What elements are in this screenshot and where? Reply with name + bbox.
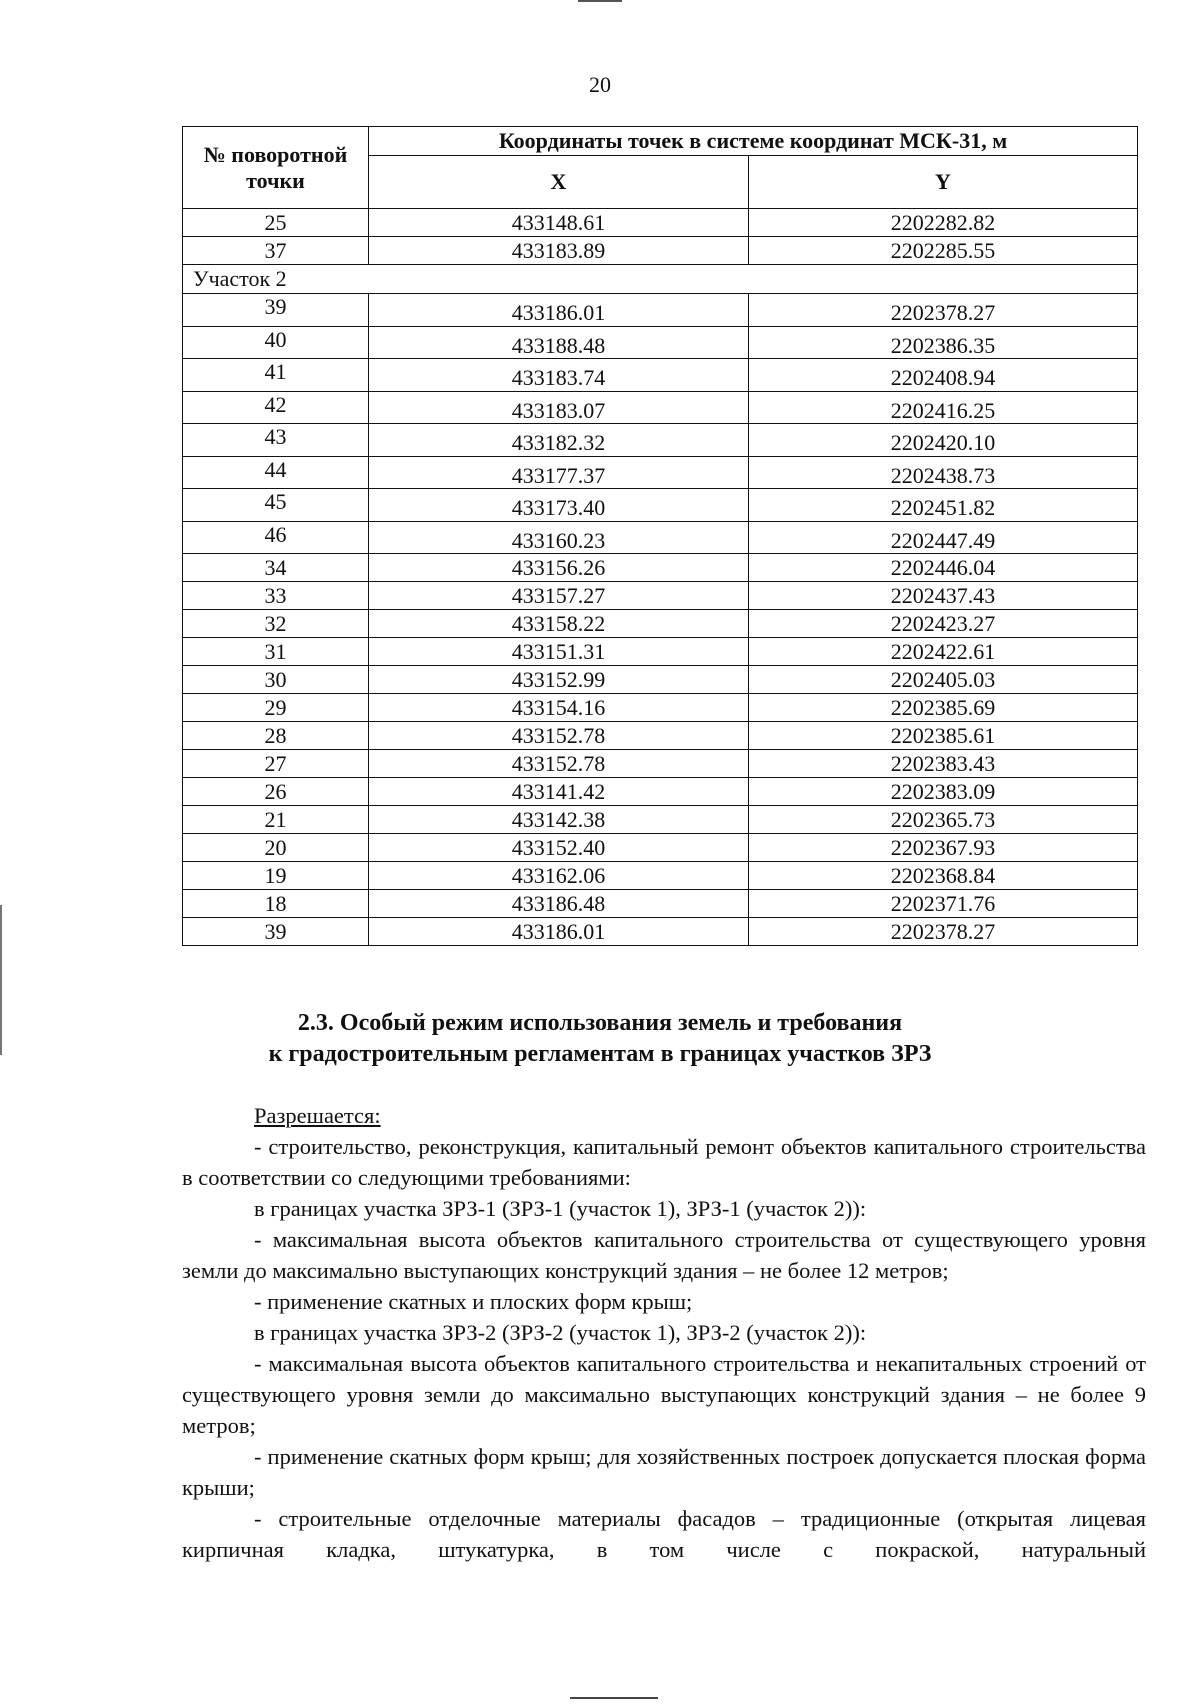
y-column-header: Y [749,156,1138,209]
x-coordinate-cell: 433156.26 [369,554,749,582]
y-coordinate-cell: 2202447.49 [749,521,1138,554]
x-coordinate-cell: 433152.78 [369,750,749,778]
body-text [182,1100,1146,1565]
paragraph: - максимальная высота объектов капитального строительства и некапитальных строений от существующего уровня земли до максимально выступающих конструкций здания – не более 9 метров; [182,1351,1146,1438]
point-number-cell: 28 [183,722,369,750]
paragraph: в границах участка ЗРЗ-1 (ЗРЗ-1 (участок 1), ЗРЗ-1 (участок 2)): [254,1196,867,1221]
point-number-cell: 29 [183,694,369,722]
point-number-cell: 20 [183,834,369,862]
paragraph: - применение скатных и плоских форм крыш; [254,1289,693,1314]
x-coordinate-cell: 433151.31 [369,638,749,666]
y-coordinate-cell: 2202438.73 [749,456,1138,489]
top-rule [578,0,622,2]
x-coordinate-cell: 433183.07 [369,391,749,424]
y-coordinate-cell: 2202368.84 [749,862,1138,890]
y-coordinate-cell: 2202365.73 [749,806,1138,834]
point-number-cell: 26 [183,778,369,806]
table-body-bottom [183,554,1138,946]
x-coordinate-cell: 433152.40 [369,834,749,862]
paragraph: - максимальная высота объектов капитального строительства от существующего уровня земли до максимально выступающих конструкций здания – не более 12 метров; [182,1227,1146,1283]
coordinates-group-header: Координаты точек в системе координат МСК-31, м [369,127,1138,156]
table-row [183,424,1138,457]
allowed-heading: Разрешается: [254,1103,381,1128]
table-row [183,359,1138,392]
table-row [183,750,1138,778]
bottom-rule [570,1697,658,1699]
x-coordinate-cell: 433152.99 [369,666,749,694]
point-number-cell: 42 [183,391,369,424]
x-coordinate-cell: 433177.37 [369,456,749,489]
point-number-cell: 43 [183,424,369,457]
x-coordinate-cell: 433186.01 [369,918,749,946]
table-row [183,582,1138,610]
y-coordinate-cell: 2202446.04 [749,554,1138,582]
table-row [183,326,1138,359]
x-coordinate-cell: 433148.61 [369,209,749,237]
x-coordinate-cell: 433160.23 [369,521,749,554]
y-coordinate-cell: 2202416.25 [749,391,1138,424]
x-coordinate-cell: 433182.32 [369,424,749,457]
table-row [183,237,1138,265]
point-number-cell: 46 [183,521,369,554]
y-coordinate-cell: 2202423.27 [749,610,1138,638]
y-coordinate-cell: 2202383.43 [749,750,1138,778]
x-coordinate-cell: 433186.01 [369,294,749,327]
point-number-cell: 31 [183,638,369,666]
point-number-cell: 27 [183,750,369,778]
point-number-cell: 25 [183,209,369,237]
table-row [183,209,1138,237]
paragraph: - применение скатных форм крыш; для хозяйственных построек допускается плоская форма крыши; [182,1444,1146,1500]
section-heading-line-1: 2.3. Особый режим использования земель и требования [297,1010,903,1036]
table-row [183,489,1138,522]
point-number-cell: 41 [183,359,369,392]
table-row [183,890,1138,918]
table-row [183,778,1138,806]
x-coordinate-cell: 433188.48 [369,326,749,359]
page-number: 20 [589,72,611,97]
table-body-top [183,209,1138,265]
y-coordinate-cell: 2202378.27 [749,918,1138,946]
point-number-cell: 40 [183,326,369,359]
section-row [183,265,1138,294]
y-coordinate-cell: 2202285.55 [749,237,1138,265]
point-number-cell: 44 [183,456,369,489]
table-row [183,610,1138,638]
point-number-cell: 37 [183,237,369,265]
point-number-cell: 33 [183,582,369,610]
y-coordinate-cell: 2202385.69 [749,694,1138,722]
y-coordinate-cell: 2202405.03 [749,666,1138,694]
y-coordinate-cell: 2202437.43 [749,582,1138,610]
point-number-cell: 18 [183,890,369,918]
x-coordinate-cell: 433162.06 [369,862,749,890]
y-coordinate-cell: 2202422.61 [749,638,1138,666]
table-row [183,554,1138,582]
x-coordinate-cell: 433183.74 [369,359,749,392]
x-coordinate-cell: 433183.89 [369,237,749,265]
table-body-section-2 [183,294,1138,554]
point-number-header: № поворотной точки [183,127,369,209]
section-row-group [183,265,1138,294]
section-heading [0,1008,1200,1070]
table-row [183,391,1138,424]
table-row [183,294,1138,327]
table-row [183,666,1138,694]
paragraph: - строительные отделочные материалы фасадов – традиционные (открытая лицевая кирпичная кладка, штукатурка, в том числе с покраской, натуральный [182,1506,1146,1562]
x-column-header: X [369,156,749,209]
table-row [183,722,1138,750]
paragraph: в границах участка ЗРЗ-2 (ЗРЗ-2 (участок 1), ЗРЗ-2 (участок 2)): [254,1320,867,1345]
x-coordinate-cell: 433157.27 [369,582,749,610]
table-row [183,638,1138,666]
y-coordinate-cell: 2202420.10 [749,424,1138,457]
section-heading-line-2: к градостроительным регламентам в границах участков ЗРЗ [268,1041,932,1068]
table-row [183,521,1138,554]
x-coordinate-cell: 433142.38 [369,806,749,834]
y-coordinate-cell: 2202385.61 [749,722,1138,750]
y-coordinate-cell: 2202451.82 [749,489,1138,522]
point-number-cell: 45 [183,489,369,522]
table-row [183,806,1138,834]
point-number-cell: 32 [183,610,369,638]
y-coordinate-cell: 2202367.93 [749,834,1138,862]
y-coordinate-cell: 2202378.27 [749,294,1138,327]
table-row [183,834,1138,862]
table-row [183,694,1138,722]
x-coordinate-cell: 433186.48 [369,890,749,918]
x-coordinate-cell: 433158.22 [369,610,749,638]
table-row [183,456,1138,489]
point-number-cell: 30 [183,666,369,694]
y-coordinate-cell: 2202383.09 [749,778,1138,806]
point-number-cell: 19 [183,862,369,890]
y-coordinate-cell: 2202282.82 [749,209,1138,237]
x-coordinate-cell: 433173.40 [369,489,749,522]
table-row [183,918,1138,946]
table-row [183,862,1138,890]
y-coordinate-cell: 2202408.94 [749,359,1138,392]
point-number-cell: 21 [183,806,369,834]
section-label: Участок 2 [183,265,1138,294]
x-coordinate-cell: 433141.42 [369,778,749,806]
x-coordinate-cell: 433154.16 [369,694,749,722]
point-number-cell: 34 [183,554,369,582]
point-number-cell: 39 [183,294,369,327]
x-coordinate-cell: 433152.78 [369,722,749,750]
point-number-cell: 39 [183,918,369,946]
y-coordinate-cell: 2202371.76 [749,890,1138,918]
paragraph: - строительство, реконструкция, капитальный ремонт объектов капитального строительства в соответствии со следующими требованиями: [182,1134,1146,1190]
coordinates-table [182,126,1138,946]
y-coordinate-cell: 2202386.35 [749,326,1138,359]
